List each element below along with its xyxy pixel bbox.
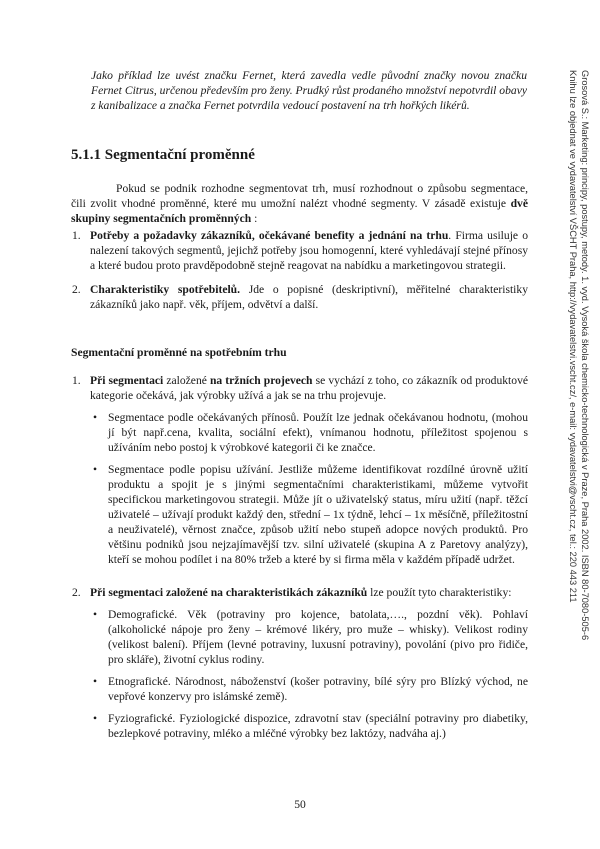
bullet-item xyxy=(90,410,528,455)
list-item-text: lze použít tyto charakteristiky: xyxy=(367,586,512,599)
bullet-icon: • xyxy=(93,712,98,725)
list-item-title: Charakteristiky spotřebitelů. xyxy=(90,283,241,296)
intro-text: Pokud se podnik rozhodne segmentovat trh, musí rozhodnout o způsobu segmentace, čili zvolit vhodné proměnné, které mu umožní nalézt vhodné segmenty. V zásadě existuje xyxy=(71,182,528,210)
citation-line-2: Knihu lze objednat ve vydavatelství VŠCHT Praha, http://vydavatelstvi.vscht.cz/, e-mail: vydavatelstvi@vscht.cz, tel.: 220 443 211 xyxy=(568,70,578,603)
list-item xyxy=(71,228,528,273)
list-item xyxy=(71,282,528,312)
intro-paragraph-body xyxy=(71,181,528,226)
intro-bold-phrase: dvě skupiny segmentačních proměnných xyxy=(71,197,528,225)
list-number: 1. xyxy=(72,229,81,242)
subsection-heading: Segmentační proměnné na spotřebním trhu xyxy=(71,346,287,359)
intro-paragraph xyxy=(71,181,528,226)
list-item-text: založené xyxy=(163,374,210,387)
bullet-item xyxy=(90,711,528,741)
bullet-list xyxy=(90,607,528,741)
list-item-bold: na tržních projevech xyxy=(209,374,313,387)
bullet-text: Segmentace podle popisu užívání. Jestliže můžeme identifikovat rozdílné úrovně užití produktu a spojit je s jinými segmentačními charakteristikami, můžeme vytvořit specifickou marketingovou strategii. Může jít o uživatelský status, míru užití (např. těžcí uživatelé – užívají produkt každý den, střední – 1x týdně, lehcí – 1x měsíčně, příležitostní a neuživatelé), věrnost značce, způsob užití nebo stupeň adopce nových produktů. Pro většinu podniků jsou nejzajímavější tzv. silní uživatelé (skupina A z Paretovy analýzy), kteří se mohou podílet i na 80% tržeb a které by si firma měla v každém případě udržet. xyxy=(108,463,528,566)
list-item-bold: Při segmentaci xyxy=(90,374,164,387)
list-item-text: se vychází z toho, co zákazník od produktové kategorie očekává, jak výrobky užívá a jak se na trhu projevuje. xyxy=(90,374,529,402)
intro-example-paragraph: Jako příklad lze uvést značku Fernet, která zavedla vedle původní značky novou značku Fernet Citrus, určenou především pro ženy. Prudký růst prodaného množství nepotvrdil obavy z kanibalizace a značka Fernet potvrdila vedoucí postavení na trh hořkých likérů. xyxy=(91,69,527,112)
citation-sidebar xyxy=(549,70,591,680)
page-number: 50 xyxy=(294,798,306,811)
list-item-bold: Při segmentaci založené na charakteristikách zákazníků xyxy=(90,586,368,599)
bullet-item xyxy=(90,674,528,704)
list-item xyxy=(71,585,528,741)
bullet-icon: • xyxy=(93,411,98,424)
bullet-text: Segmentace podle očekávaných přínosů. Použít lze jednak očekávanou hodnotu, (mohou jí být např.cena, kvalita, sociální efekt), vnímanou hodnotu, příležitost spojenou s užíváním nebo postoj k výrobkové kategorii či ke značce. xyxy=(108,411,528,454)
variable-groups-list xyxy=(71,228,528,312)
list-item xyxy=(71,373,528,567)
list-number: 1. xyxy=(72,374,81,387)
bullet-text: Demografické. Věk (potraviny pro kojence, batolata,…., pozdní věk). Pohlaví (alkoholické nápoje pro ženy – krémové likéry, pro muže – whisky). Velikost rodiny (velikost balení). Příjem (levné potraviny, luxusní potraviny), povolání (pivo pro řidiče, pro skláře), životní cyklus rodiny. xyxy=(108,608,528,666)
list-item-text: Jde o popisné (deskriptivní), měřitelné charakteristiky zákazníků jako např. věk, příjem, odvětví a další. xyxy=(90,283,528,311)
bullet-list xyxy=(90,410,528,567)
bullet-icon: • xyxy=(93,608,98,621)
bullet-item xyxy=(90,462,528,567)
bullet-icon: • xyxy=(93,675,98,688)
list-number: 2. xyxy=(72,283,81,296)
bullet-icon: • xyxy=(93,463,98,476)
bullet-item xyxy=(90,607,528,667)
bullet-text: Etnografické. Národnost, náboženství (košer potraviny, bílé sýry pro Blízký východ, ne vepřové konzervy pro islámské země). xyxy=(108,675,528,703)
citation-text xyxy=(567,70,591,680)
citation-line-1: Grosová S.: Marketing: principy, postupy, metody. 1. vyd. Vysoká škola chemicko-technologická v Praze, Praha 2002. ISBN 80-7080-505-6 xyxy=(580,70,590,641)
section-heading: 5.1.1 Segmentační proměnné xyxy=(71,147,255,163)
consumer-variables-list xyxy=(71,373,528,741)
list-item-title: Potřeby a požadavky zákazníků, očekávané benefity a jednání na trhu xyxy=(90,229,449,242)
list-item-text: . Firma usiluje o nalezení takových segmentů, jejichž potřeby jsou homogenní, které vyhledávají stejné přínosy a které budou proto pravděpodobně stejně reagovat na nabídku a marketingovou strategii. xyxy=(90,229,528,272)
list-number: 2. xyxy=(72,586,81,599)
intro-tail: : xyxy=(251,212,258,225)
bullet-text: Fyziografické. Fyziologické dispozice, zdravotní stav (speciální potraviny pro diabetiky, bezlepkové potraviny, mléko a mléčné výrobky bez laktózy, nadváha aj.) xyxy=(108,712,528,740)
